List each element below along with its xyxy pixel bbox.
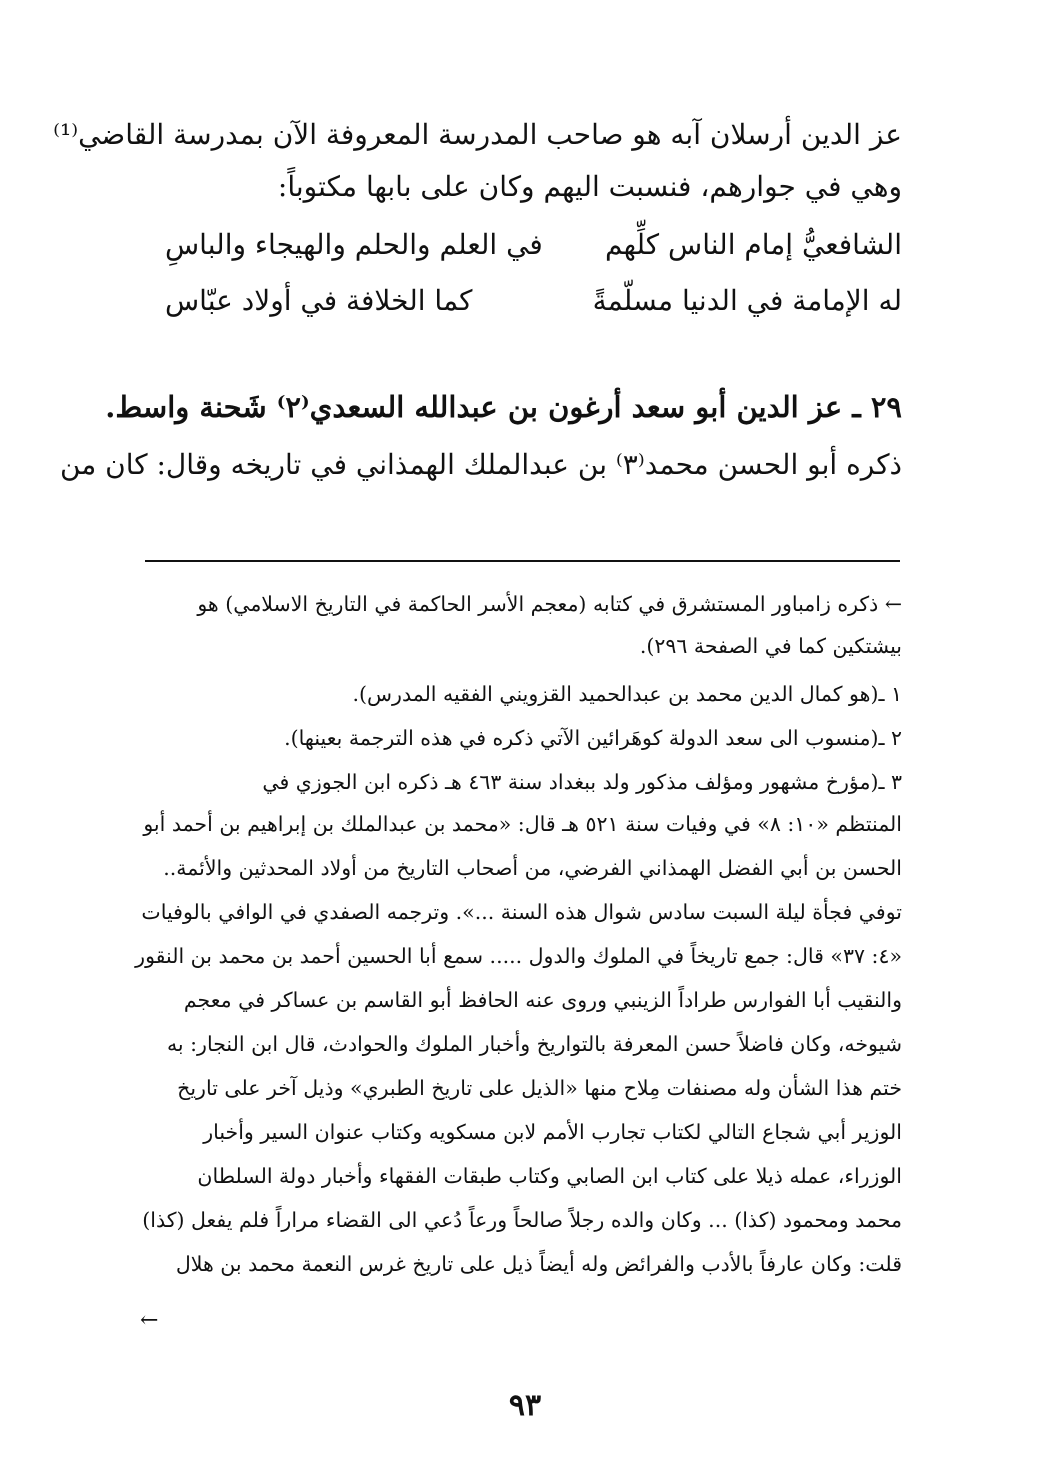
footnote-line: شيوخه، وكان فاضلاً حسن المعرفة بالتواريخ وأخبار الملوك والحوادث، قال ابن النجار: به <box>166 1032 902 1056</box>
footnote-line: المنتظم «١٠: ٨» في وفيات سنة ٥٢١ هـ قال: «محمد بن عبدالملك بن إبراهيم بن أحمد أبو <box>143 812 902 836</box>
main-text-line-1: عز الدين أرسلان آبه هو صاحب المدرسة المعروفة الآن بمدرسة القاضي⁽¹⁾ <box>53 118 902 151</box>
verse-2-hemistich-right: له الإمامة في الدنيا مسلّمةً <box>592 284 902 317</box>
footnote-3: ٣ ـ(مؤرخ مشهور ومؤلف مذكور ولد ببغداد سنة ٤٦٣ هـ ذكره ابن الجوزي في <box>262 770 902 794</box>
page-number: ٩٣ <box>508 1388 542 1423</box>
footnote-line: الوزير أبي شجاع التالي لكتاب تجارب الأمم لابن مسكويه وكتاب عنوان السير وأخبار <box>203 1120 902 1144</box>
footnote-2: ٢ ـ(منسوب الى سعد الدولة كوهَرائين الآتي ذكره في هذه الترجمة بعينها). <box>284 726 902 750</box>
footnote-line: محمد ومحمود (كذا) ... وكان والده رجلاً صالحاً ورعاً دُعي الى القضاء مراراً فلم يفعل (كذا) <box>142 1208 902 1232</box>
footnote-line: ختم هذا الشأن وله مصنفات مِلاح منها «الذيل على تاريخ الطبري» وذيل آخر على تاريخ <box>177 1076 902 1100</box>
main-text-line-2: وهي في جوارهم، فنسبت اليهم وكان على بابها مكتوباً: <box>277 170 902 203</box>
verse-1-hemistich-left: في العلم والحلم والهيجاء والباسِ <box>165 228 543 261</box>
verse-2-hemistich-left: كما الخلافة في أولاد عبّاس <box>165 284 473 317</box>
footnote-line: «٤: ٣٧» قال: جمع تاريخاً في الملوك والدول ..... سمع أبا الحسين أحمد بن محمد بن النقور <box>135 944 902 968</box>
footnote-line: والنقيب أبا الفوارس طراداً الزينبي وروى عنه الحافظ أبو القاسم بن عساكر في معجم <box>183 988 902 1012</box>
footnote-line: الوزراء، عمله ذيلا على كتاب ابن الصابي وكتاب طبقات الفقهاء وأخبار دولة السلطان <box>197 1164 902 1188</box>
footnote-line: الحسن بن أبي الفضل الهمذاني الفرضي، من أصحاب التاريخ من أولاد المحدثين والأئمة.. <box>163 856 902 880</box>
verse-1-hemistich-right: الشافعيُّ إمام الناس كلِّهم <box>604 228 902 261</box>
footnote-line: بيشتكين كما في الصفحة ٢٩٦). <box>639 634 902 658</box>
footnote-line: قلت: وكان عارفاً بالأدب والفرائض وله أيضاً ذيل على تاريخ غرس النعمة محمد بن هلال <box>175 1252 902 1276</box>
footnote-line: ← ذكره زامباور المستشرق في كتابه (معجم الأسر الحاكمة في التاريخ الاسلامي) هو <box>197 592 902 616</box>
continuation-arrow-icon: ← <box>140 1308 159 1333</box>
entry-heading: ٢٩ ـ عز الدين أبو سعد أرغون بن عبدالله السعدي⁽٢⁾ شَحنة واسط. <box>105 390 902 424</box>
footnote-line: توفي فجأة ليلة السبت سادس شوال هذه السنة ...». وترجمه الصفدي في الوافي بالوفيات <box>141 900 902 924</box>
main-text-line-3: ذكره أبو الحسن محمد⁽٣⁾ بن عبدالملك الهمذاني في تاريخه وقال: كان من <box>59 448 902 481</box>
footnote-separator <box>145 560 900 562</box>
footnote-1: ١ ـ(هو كمال الدين محمد بن عبدالحميد القزويني الفقيه المدرس). <box>352 682 902 706</box>
